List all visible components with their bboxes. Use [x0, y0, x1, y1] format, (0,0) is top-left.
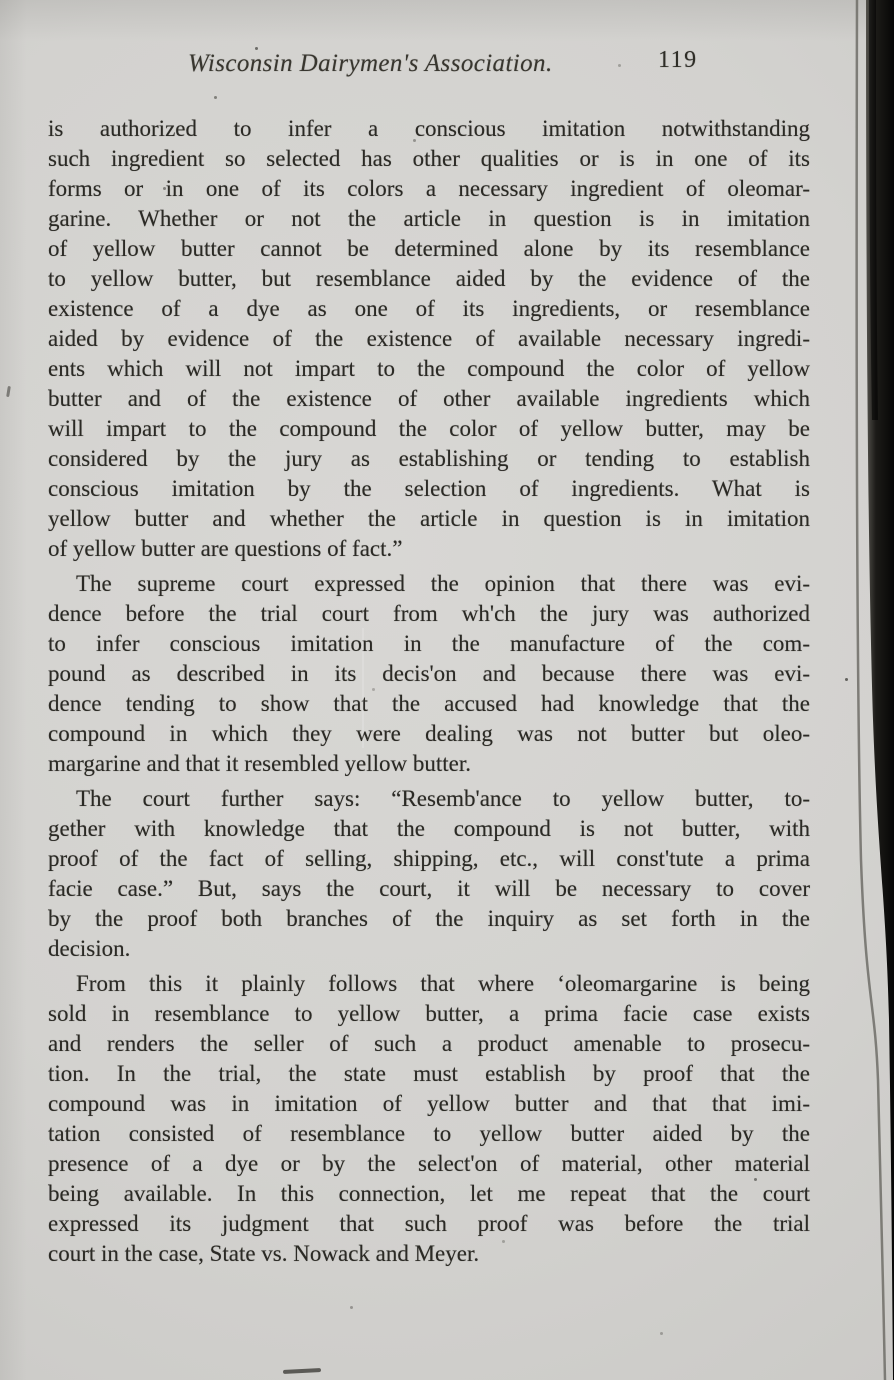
paragraph	[48, 114, 810, 564]
text-line: to infer conscious imitation in the manufacture of the com-	[48, 631, 810, 656]
gutter-black-streak	[869, 0, 878, 420]
text-line: existence of a dye as one of its ingredients, or resemblance	[48, 296, 810, 321]
text-line: and renders the seller of such a product amenable to prosecu-	[48, 1031, 810, 1056]
paragraph	[48, 784, 810, 964]
text-line: compound in which they were dealing was not butter but oleo-	[48, 721, 810, 746]
text-line: pound as described in its decis'on and because there was evi-	[48, 661, 810, 686]
text-line: tion. In the trial, the state must establish by proof that the	[48, 1061, 810, 1086]
text-line: conscious imitation by the selection of ingredients. What is	[48, 476, 810, 501]
paragraph	[48, 969, 810, 1269]
text-line: sold in resemblance to yellow butter, a prima facie case exists	[48, 1001, 810, 1026]
bottom-smudge	[283, 1368, 321, 1374]
text-line: will impart to the compound the color of yellow butter, may be	[48, 416, 810, 441]
text-line: ents which will not impart to the compound the color of yellow	[48, 356, 810, 381]
running-head-title: Wisconsin Dairymen's Association.	[188, 50, 553, 77]
text-line: aided by evidence of the existence of available necessary ingredi-	[48, 326, 810, 351]
text-line: to yellow butter, but resemblance aided by the evidence of the	[48, 266, 810, 291]
text-line: decision.	[48, 936, 131, 961]
text-line: The court further says: “Resemb'ance to yellow butter, to-	[76, 786, 810, 811]
text-line: garine. Whether or not the article in question is in imitation	[48, 206, 810, 231]
text-line: considered by the jury as establishing or tending to establish	[48, 446, 810, 471]
body-text	[48, 114, 810, 1269]
gutter-dark-band	[866, 0, 894, 1380]
paragraph	[48, 569, 810, 779]
left-margin-mark	[6, 386, 11, 397]
text-line: presence of a dye or by the select'on of material, other material	[48, 1151, 810, 1176]
page-number: 119	[658, 47, 698, 73]
text-line: butter and of the existence of other available ingredients which	[48, 386, 810, 411]
text-line: expressed its judgment that such proof was before the trial	[48, 1211, 810, 1236]
text-line: gether with knowledge that the compound is not butter, with	[48, 816, 810, 841]
text-line: compound was in imitation of yellow butter and that that imi-	[48, 1091, 810, 1116]
text-line: forms or in one of its colors a necessary ingredient of oleomar-	[48, 176, 810, 201]
text-line: court in the case, State vs. Nowack and Meyer.	[48, 1241, 480, 1266]
text-line: facie case.” But, says the court, it will be necessary to cover	[48, 876, 810, 901]
text-line: yellow butter and whether the article in question is in imitation	[48, 506, 810, 531]
text-line: such ingredient so selected has other qualities or is in one of its	[48, 146, 810, 171]
text-line: From this it plainly follows that where ‘oleomargarine is being	[76, 971, 810, 996]
paper-specks	[0, 0, 3, 3]
text-line: The supreme court expressed the opinion that there was evi-	[76, 571, 810, 596]
text-line: of yellow butter cannot be determined alone by its resemblance	[48, 236, 810, 261]
text-line: dence tending to show that the accused had knowledge that the	[48, 691, 810, 716]
text-line: tation consisted of resemblance to yellow butter aided by the	[48, 1121, 810, 1146]
text-line: is authorized to infer a conscious imitation notwithstanding	[48, 116, 810, 141]
text-line: margarine and that it resembled yellow butter.	[48, 751, 472, 776]
paper-fold-streak	[362, 628, 364, 748]
text-line: dence before the trial court from wh'ch the jury was authorized	[48, 601, 810, 626]
text-line: being available. In this connection, let me repeat that the court	[48, 1181, 810, 1206]
text-line: by the proof both branches of the inquiry as set forth in the	[48, 906, 810, 931]
page-crease-line	[857, 0, 885, 1380]
text-line: proof of the fact of selling, shipping, etc., will const'tute a prima	[48, 846, 810, 871]
text-line: of yellow butter are questions of fact.”	[48, 536, 403, 561]
